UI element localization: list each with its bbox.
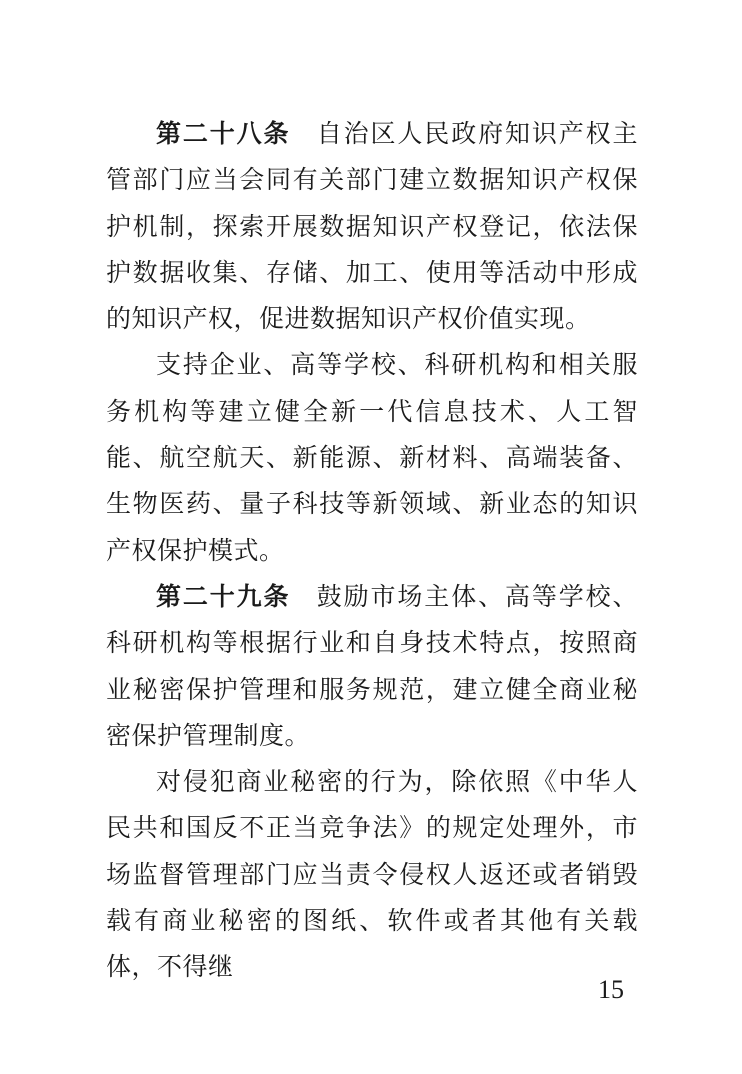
paragraph-article-29: [106, 574, 638, 759]
article-number: 第二十八条: [156, 119, 291, 148]
paragraph-support: [106, 342, 638, 573]
article-number: 第二十九条: [156, 581, 291, 611]
paragraph-trade-secret: [106, 759, 638, 990]
paragraph-text: 自治区人民政府知识产权主管部门应当会同有关部门建立数据知识产权保护机制，探索开展数据知识产权登记，依法保护数据收集、存储、加工、使用等活动中形成的知识产权，促进数据知识产权价值实现。: [106, 119, 638, 334]
paragraph-text: 鼓励市场主体、高等学校、科研机构等根据行业和自身技术特点，按照商业秘密保护管理和服务规范，建立健全商业秘密保护管理制度。: [106, 581, 638, 750]
paragraph-article-28: [106, 111, 638, 342]
paragraph-text: 对侵犯商业秘密的行为，除依照《中华人民共和国反不正当竞争法》的规定处理外，市场监督管理部门应当责令侵权人返还或者销毁载有商业秘密的图纸、软件或者其他有关载体，不得继: [106, 767, 638, 982]
body-text: [106, 111, 638, 991]
paragraph-text: 支持企业、高等学校、科研机构和相关服务机构等建立健全新一代信息技术、人工智能、航空航天、新能源、新材料、高端装备、生物医药、量子科技等新领域、新业态的知识产权保护模式。: [106, 350, 638, 565]
page-number: 15: [598, 975, 624, 1004]
